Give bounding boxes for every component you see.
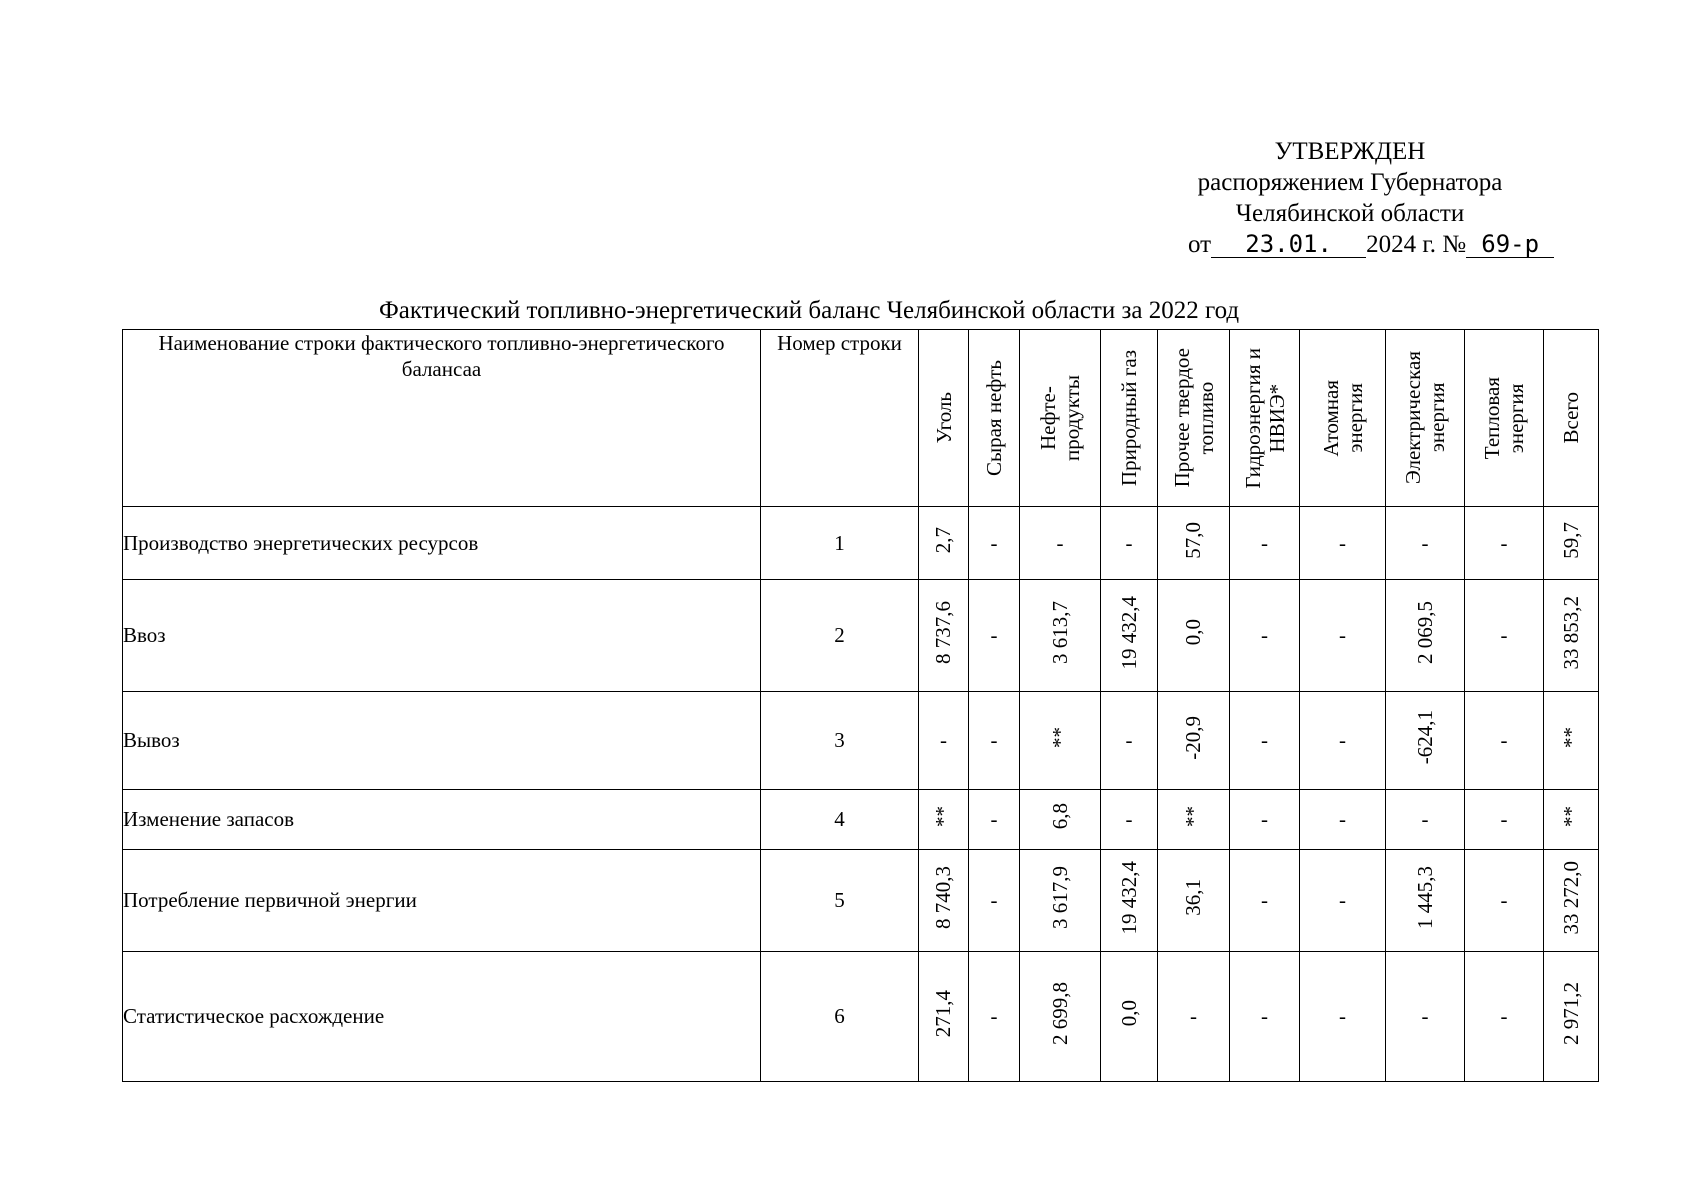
cell-electric: - xyxy=(1386,790,1465,850)
row-number: 3 xyxy=(761,692,919,790)
cell-other-solid xyxy=(1158,850,1230,952)
header-natural-gas: Природный газ xyxy=(1101,330,1158,507)
cell-natural-gas xyxy=(1101,952,1158,1082)
cell-crude-oil: - xyxy=(969,850,1020,952)
approval-region: Челябинской области xyxy=(1235,200,1465,227)
cell-total xyxy=(1544,507,1599,580)
cell-hydro: - xyxy=(1230,850,1300,952)
cell-nuclear: - xyxy=(1300,850,1386,952)
cell-value: ** xyxy=(1181,806,1205,827)
cell-heat: - xyxy=(1465,507,1544,580)
table-row xyxy=(123,952,1599,1082)
row-name: Ввоз xyxy=(123,580,761,692)
row-number: 2 xyxy=(761,580,919,692)
header-hydro: Гидроэнергия и НВИЭ* xyxy=(1230,330,1300,507)
cell-total xyxy=(1544,790,1599,850)
cell-heat: - xyxy=(1465,952,1544,1082)
approval-date: 23.01. xyxy=(1211,231,1366,258)
cell-crude-oil: - xyxy=(969,952,1020,1082)
cell-value: 3 617,9 xyxy=(1047,866,1072,929)
header-electric: Электрическая энергия xyxy=(1386,330,1465,507)
cell-value: ** xyxy=(1558,806,1583,827)
approval-block xyxy=(1150,136,1550,260)
cell-coal xyxy=(919,580,969,692)
cell-value: 1 445,3 xyxy=(1412,866,1437,929)
cell-value: 59,7 xyxy=(1558,521,1583,559)
cell-petroleum xyxy=(1020,952,1101,1082)
cell-other-solid xyxy=(1158,507,1230,580)
cell-petroleum xyxy=(1020,580,1101,692)
cell-total xyxy=(1544,580,1599,692)
cell-electric: - xyxy=(1386,507,1465,580)
cell-electric xyxy=(1386,850,1465,952)
cell-heat: - xyxy=(1465,692,1544,790)
cell-crude-oil: - xyxy=(969,692,1020,790)
cell-coal xyxy=(919,790,969,850)
cell-heat: - xyxy=(1465,850,1544,952)
cell-petroleum xyxy=(1020,850,1101,952)
cell-petroleum xyxy=(1020,790,1101,850)
cell-value: 3 613,7 xyxy=(1047,601,1072,664)
cell-nuclear: - xyxy=(1300,692,1386,790)
row-name: Потребление первичной энергии xyxy=(123,850,761,952)
table-row xyxy=(123,790,1599,850)
row-name: Изменение запасов xyxy=(123,790,761,850)
cell-electric xyxy=(1386,580,1465,692)
cell-crude-oil: - xyxy=(969,580,1020,692)
approval-heading: УТВЕРЖДЕН xyxy=(1274,138,1426,165)
cell-value: ** xyxy=(1558,727,1583,748)
table-row xyxy=(123,850,1599,952)
cell-value: 2 971,2 xyxy=(1558,982,1583,1045)
cell-natural-gas: - xyxy=(1101,790,1158,850)
cell-hydro: - xyxy=(1230,507,1300,580)
cell-natural-gas: - xyxy=(1101,507,1158,580)
approval-number: 69-р xyxy=(1466,231,1554,258)
header-coal: Уголь xyxy=(919,330,969,507)
year-number-label: 2024 г. № xyxy=(1366,231,1467,258)
row-name: Статистическое расхождение xyxy=(123,952,761,1082)
cell-natural-gas: - xyxy=(1101,692,1158,790)
header-other-solid-fuel: Прочее твердое топливо xyxy=(1158,330,1230,507)
row-number: 5 xyxy=(761,850,919,952)
cell-hydro: - xyxy=(1230,580,1300,692)
cell-crude-oil: - xyxy=(969,790,1020,850)
cell-hydro: - xyxy=(1230,692,1300,790)
cell-other-solid: - xyxy=(1158,952,1230,1082)
header-row-number: Номер строки xyxy=(761,330,919,507)
energy-balance-table xyxy=(122,329,1599,1082)
cell-other-solid xyxy=(1158,790,1230,850)
cell-value: 6,8 xyxy=(1047,803,1072,830)
cell-natural-gas xyxy=(1101,580,1158,692)
cell-total xyxy=(1544,692,1599,790)
cell-value: ** xyxy=(931,806,955,827)
cell-total xyxy=(1544,850,1599,952)
cell-value: 2 069,5 xyxy=(1412,601,1437,664)
cell-crude-oil: - xyxy=(969,507,1020,580)
cell-value: 2,7 xyxy=(931,526,955,554)
cell-petroleum: - xyxy=(1020,507,1101,580)
cell-petroleum xyxy=(1020,692,1101,790)
cell-value: 19 432,4 xyxy=(1116,595,1141,670)
header-nuclear: Атомная энергия xyxy=(1300,330,1386,507)
cell-nuclear: - xyxy=(1300,580,1386,692)
cell-electric: - xyxy=(1386,952,1465,1082)
cell-value: 19 432,4 xyxy=(1116,860,1141,935)
header-total: Всего xyxy=(1544,330,1599,507)
approval-by: распоряжением Губернатора xyxy=(1197,169,1503,196)
cell-total xyxy=(1544,952,1599,1082)
cell-value: 8 740,3 xyxy=(931,866,955,929)
cell-heat: - xyxy=(1465,580,1544,692)
table-header-row xyxy=(123,330,1599,507)
cell-hydro: - xyxy=(1230,790,1300,850)
cell-value: ** xyxy=(1047,727,1072,748)
cell-nuclear: - xyxy=(1300,790,1386,850)
row-number: 1 xyxy=(761,507,919,580)
row-number: 4 xyxy=(761,790,919,850)
cell-value: 33 272,0 xyxy=(1558,860,1583,935)
header-heat: Тепловая энергия xyxy=(1465,330,1544,507)
cell-coal xyxy=(919,507,969,580)
header-petroleum: Нефте- продукты xyxy=(1020,330,1101,507)
header-name: Наименование строки фактического топливно-энергетического балансаа xyxy=(123,330,761,507)
from-label: от xyxy=(1188,231,1212,258)
cell-coal xyxy=(919,850,969,952)
cell-value: 57,0 xyxy=(1181,521,1205,559)
row-number: 6 xyxy=(761,952,919,1082)
header-crude-oil: Сырая нефть xyxy=(969,330,1020,507)
cell-value: 0,0 xyxy=(1181,619,1205,646)
cell-natural-gas xyxy=(1101,850,1158,952)
cell-value: 0,0 xyxy=(1116,1000,1141,1027)
cell-heat: - xyxy=(1465,790,1544,850)
cell-value: -20,9 xyxy=(1181,715,1205,760)
cell-value: 8 737,6 xyxy=(931,601,955,664)
cell-coal xyxy=(919,952,969,1082)
row-name: Вывоз xyxy=(123,692,761,790)
table-row xyxy=(123,692,1599,790)
table-row xyxy=(123,507,1599,580)
cell-value: 2 699,8 xyxy=(1047,982,1072,1045)
cell-value: 36,1 xyxy=(1181,879,1205,916)
cell-electric xyxy=(1386,692,1465,790)
cell-value: 271,4 xyxy=(931,989,955,1038)
row-name: Производство энергетических ресурсов xyxy=(123,507,761,580)
cell-nuclear: - xyxy=(1300,952,1386,1082)
table-row xyxy=(123,580,1599,692)
cell-nuclear: - xyxy=(1300,507,1386,580)
cell-value: -624,1 xyxy=(1412,710,1437,765)
document-title: Фактический топливно-энергетический баланс Челябинской области за 2022 год xyxy=(379,297,1240,324)
cell-coal: - xyxy=(919,692,969,790)
approval-date-line xyxy=(1150,229,1550,260)
cell-hydro: - xyxy=(1230,952,1300,1082)
cell-other-solid xyxy=(1158,692,1230,790)
cell-value: 33 853,2 xyxy=(1558,595,1583,670)
cell-other-solid xyxy=(1158,580,1230,692)
